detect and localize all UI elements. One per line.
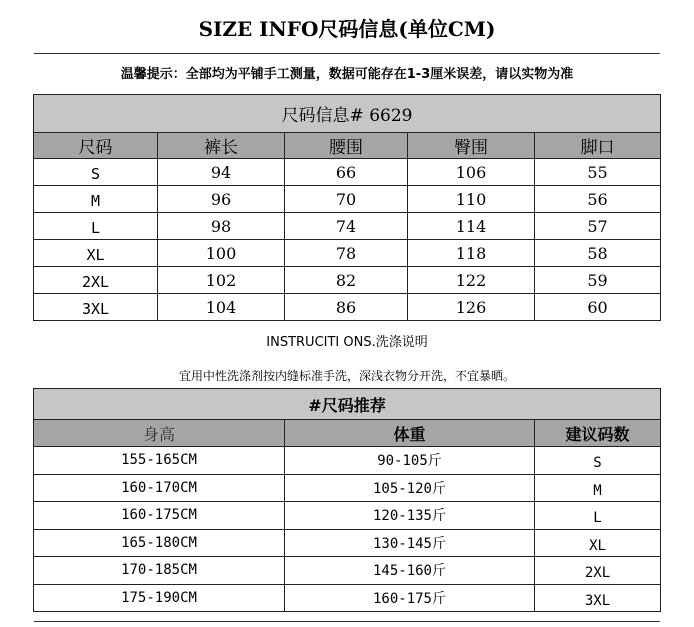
hip-cell: 126 xyxy=(408,294,535,321)
waist-cell: 74 xyxy=(285,213,408,240)
recommended-size-cell: 2XL xyxy=(535,557,661,585)
pants-length-cell: 100 xyxy=(158,240,285,267)
size-cell: S xyxy=(34,159,158,186)
weight-cell: 90-105斤 xyxy=(285,447,535,475)
waist-cell: 82 xyxy=(285,267,408,294)
table-row xyxy=(34,213,661,240)
header-weight: 体重 xyxy=(285,420,535,447)
pants-length-cell: 98 xyxy=(158,213,285,240)
recommended-size-cell: L xyxy=(535,502,661,530)
height-cell: 160-170CM xyxy=(34,474,285,502)
leg-opening-cell: 55 xyxy=(535,159,661,186)
height-cell: 155-165CM xyxy=(34,447,285,475)
table-row xyxy=(34,240,661,267)
header-recommended-size: 建议码数 xyxy=(535,420,661,447)
bottom-divider xyxy=(34,621,660,622)
hip-cell: 118 xyxy=(408,240,535,267)
height-cell: 175-190CM xyxy=(34,584,285,612)
size-cell: 2XL xyxy=(34,267,158,294)
table-row xyxy=(34,267,661,294)
recommended-size-cell: 3XL xyxy=(535,584,661,612)
header-pants-length: 裤长 xyxy=(158,133,285,159)
instructions-title: INSTRUCITI ONS.洗涤说明 xyxy=(266,335,428,350)
size-info-table xyxy=(33,94,661,321)
waist-cell: 86 xyxy=(285,294,408,321)
pants-length-cell: 104 xyxy=(158,294,285,321)
pants-length-cell: 94 xyxy=(158,159,285,186)
size-table-caption: 尺码信息# 6629 xyxy=(34,95,661,133)
recommend-table-caption: #尺码推荐 xyxy=(34,389,661,420)
size-cell: 3XL xyxy=(34,294,158,321)
leg-opening-cell: 57 xyxy=(535,213,661,240)
waist-cell: 66 xyxy=(285,159,408,186)
waist-cell: 70 xyxy=(285,186,408,213)
table-row xyxy=(34,584,661,612)
hip-cell: 114 xyxy=(408,213,535,240)
header-hip: 臀围 xyxy=(408,133,535,159)
leg-opening-cell: 59 xyxy=(535,267,661,294)
table-row xyxy=(34,502,661,530)
weight-cell: 130-145斤 xyxy=(285,529,535,557)
height-cell: 160-175CM xyxy=(34,502,285,530)
weight-cell: 160-175斤 xyxy=(285,584,535,612)
table-row xyxy=(34,186,661,213)
recommended-size-cell: M xyxy=(535,474,661,502)
recommended-size-cell: S xyxy=(535,447,661,475)
pants-length-cell: 102 xyxy=(158,267,285,294)
size-recommendation-table xyxy=(33,388,661,612)
hip-cell: 110 xyxy=(408,186,535,213)
leg-opening-cell: 56 xyxy=(535,186,661,213)
table-row xyxy=(34,447,661,475)
leg-opening-cell: 58 xyxy=(535,240,661,267)
height-cell: 165-180CM xyxy=(34,529,285,557)
wash-instructions: 宜用中性洗涤剂按内缝标准手洗，深浅衣物分开洗，不宜暴晒。 xyxy=(178,369,515,383)
height-cell: 170-185CM xyxy=(34,557,285,585)
recommended-size-cell: XL xyxy=(535,529,661,557)
weight-cell: 120-135斤 xyxy=(285,502,535,530)
header-height: 身高 xyxy=(34,420,285,447)
waist-cell: 78 xyxy=(285,240,408,267)
top-divider xyxy=(34,53,660,54)
size-cell: XL xyxy=(34,240,158,267)
weight-cell: 105-120斤 xyxy=(285,474,535,502)
table-row xyxy=(34,474,661,502)
table-row xyxy=(34,557,661,585)
header-waist: 腰围 xyxy=(285,133,408,159)
page-title: SIZE INFO尺码信息(单位CM) xyxy=(198,17,496,41)
leg-opening-cell: 60 xyxy=(535,294,661,321)
header-size: 尺码 xyxy=(34,133,158,159)
hip-cell: 122 xyxy=(408,267,535,294)
size-cell: M xyxy=(34,186,158,213)
measurement-tip: 温馨提示：全部均为平铺手工测量，数据可能存在1-3厘米误差，请以实物为准 xyxy=(120,67,574,82)
table-row xyxy=(34,529,661,557)
header-leg-opening: 脚口 xyxy=(535,133,661,159)
weight-cell: 145-160斤 xyxy=(285,557,535,585)
size-cell: L xyxy=(34,213,158,240)
pants-length-cell: 96 xyxy=(158,186,285,213)
table-row xyxy=(34,159,661,186)
table-row xyxy=(34,294,661,321)
hip-cell: 106 xyxy=(408,159,535,186)
